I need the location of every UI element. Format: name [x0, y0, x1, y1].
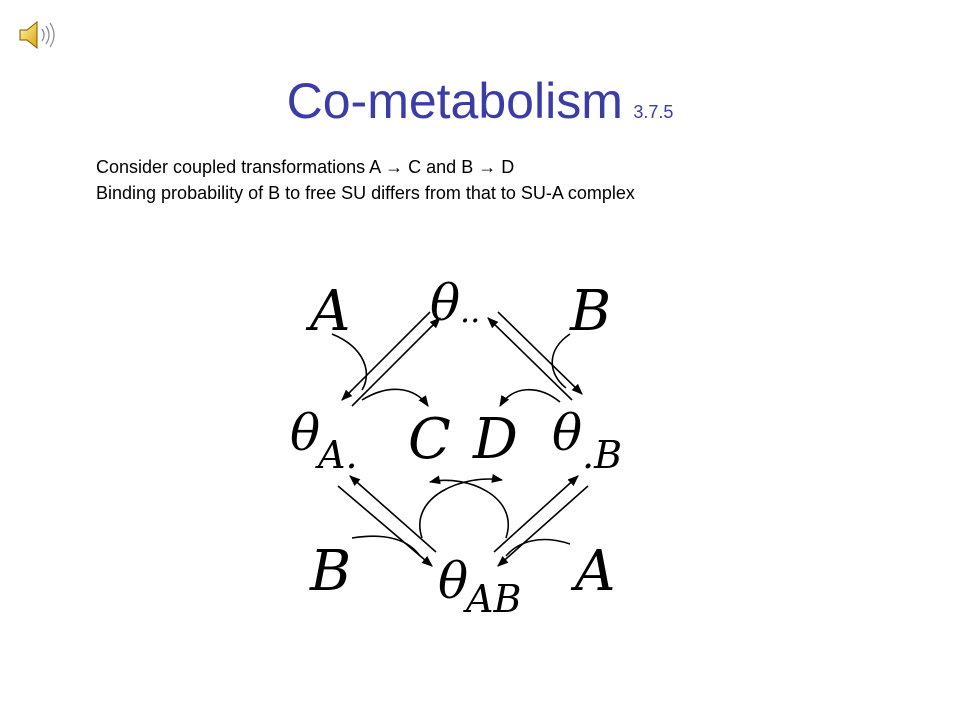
- substrate-B-top: B: [570, 279, 612, 344]
- edge-free-to-A-bound: [342, 312, 430, 400]
- binding-state-diagram: [270, 270, 670, 630]
- curve-substrate-B-to-AB: [352, 536, 420, 556]
- curve-product-C-release: [362, 389, 428, 406]
- theta-free-subscript: ..: [460, 292, 481, 330]
- slide-title: [0, 72, 960, 130]
- edge-B-bound-to-free: [488, 318, 572, 400]
- curve-substrate-A-to-AB: [506, 540, 570, 556]
- node-theta-A: [290, 404, 358, 477]
- title-text: Co-metabolism: [286, 73, 623, 129]
- curve-AB-release-D: [430, 480, 508, 538]
- theta-A-symbol: θ: [290, 404, 321, 462]
- bullet-coupled-transformations: Consider coupled transformations A → C and B → D: [96, 157, 515, 177]
- edge-AB-to-A-bound: [350, 476, 436, 552]
- edge-A-bound-to-free: [352, 318, 440, 406]
- curve-AB-release-C: [420, 479, 502, 538]
- theta-B-symbol: θ: [552, 404, 583, 462]
- product-D: D: [473, 407, 518, 472]
- bullet-binding-probability: Binding probability of B to free SU differs from that to SU-A complex: [96, 183, 635, 203]
- theta-AB-subscript: AB: [466, 577, 522, 621]
- node-theta-B: [552, 404, 622, 477]
- substrate-B-bottom: B: [310, 539, 352, 604]
- product-C: C: [408, 407, 451, 472]
- node-theta-AB: [438, 552, 521, 621]
- substrate-A-top: A: [310, 279, 351, 344]
- section-number: 3.7.5: [633, 102, 674, 122]
- theta-AB-symbol: θ: [438, 552, 469, 610]
- theta-B-subscript: .B: [582, 433, 623, 477]
- theta-A-subscript: A.: [318, 433, 358, 477]
- slide-body: [96, 154, 635, 206]
- theta-free-symbol: θ: [430, 274, 461, 332]
- substrate-A-bottom: A: [575, 539, 616, 604]
- speaker-icon[interactable]: [16, 18, 60, 52]
- node-theta-free: [430, 274, 480, 332]
- curve-product-D-release: [500, 390, 560, 406]
